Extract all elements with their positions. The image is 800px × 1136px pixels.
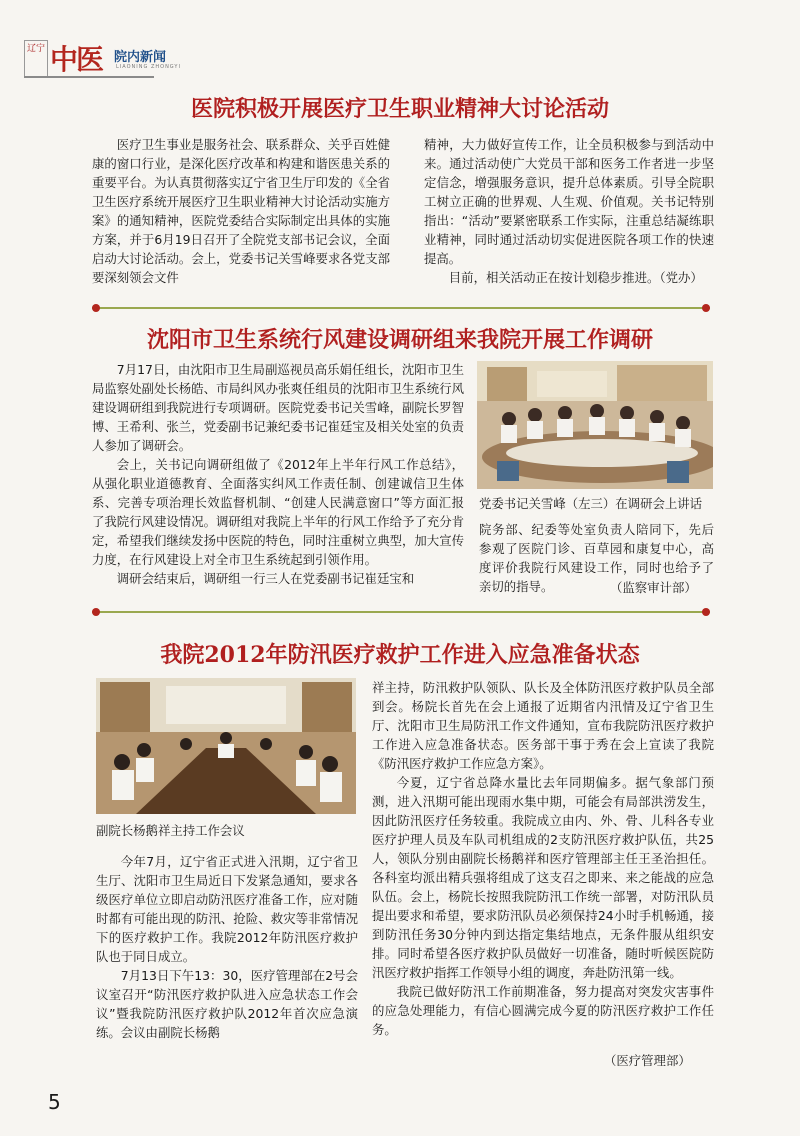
- divider-2: [92, 608, 710, 616]
- article3-right-paragraph-1: 祥主持，防汛救护队领队、队长及全体防汛医疗救护队员全部到会。杨院长首先在会上通报了近期省内汛情及辽宁省卫生厅、沈阳市卫生局防汛工作文件通知，宣布我院防汛医疗救护工作进入应急准备状态。医务部干事于秀在会上宣读了我院《防汛医疗救护工作应急方案》。: [372, 680, 714, 771]
- article2-photo: [477, 361, 713, 489]
- article3-right-column: [372, 678, 714, 1039]
- masthead-english: LIAONING ZHONGYI: [116, 64, 181, 70]
- article2-left-column: [92, 360, 464, 588]
- masthead-section: 院内新闻: [114, 50, 167, 65]
- article1-title: 医院积极开展医疗卫生职业精神大讨论活动: [190, 96, 609, 122]
- article2-right-text: 院务部、纪委等处室负责人陪同下，先后参观了医院门诊、百草园和康复中心，高度评价我院行风建设工作，同时也给予了亲切的指导。: [479, 522, 714, 594]
- article2-title: 沈阳市卫生系统行风建设调研组来我院开展工作调研: [146, 327, 653, 353]
- article3-right-paragraph-2: 今夏，辽宁省总降水量比去年同期偏多。据气象部门预测，进入汛期可能出现雨水集中期，可能会有局部洪涝发生，因此防汛医疗任务较重。我院成立由内、外、骨、儿科各专业医疗护理人员及车队司机组成的2支防汛医疗救护队伍，共25人，领队分别由副院长杨鹅祥和医疗管理部主任王圣治担任。各科室均派出精兵强将组成了这支召之即来、来之能战的应急队伍。会上，杨院长按照我院防汛工作统一部署，对防汛队员提出要求和希望，要求防汛队员必须保持24小时手机畅通，接到防汛任务30分钟内到达指定集结地点，无条件服从组织安排。同时希望各医疗救护队员做好一切准备，随时听候医院防汛医疗救护指挥工作领导小组的调度，奔赴防汛第一线。: [372, 775, 714, 980]
- masthead-rule: [24, 76, 154, 78]
- masthead-logo-text: 中医: [50, 43, 103, 76]
- article2-photo-caption: 党委书记关雪峰（左三）在调研会上讲话: [479, 496, 703, 511]
- article3-photo: [96, 678, 356, 814]
- article3-right-paragraph-3: 我院已做好防汛工作前期准备，努力提高对突发灾害事件的应急处理能力，有信心圆满完成今夏的防汛医疗救护工作任务。: [372, 984, 714, 1037]
- article2-paragraph-3: 调研会结束后，调研组一行三人在党委副书记崔廷宝和: [116, 571, 415, 586]
- article3-title: 我院2012年防汛医疗救护工作进入应急准备状态: [160, 642, 640, 668]
- masthead: [24, 32, 224, 78]
- article1-right-column: [424, 135, 714, 287]
- page-number: 5: [48, 1090, 61, 1114]
- article1-right-closing: 目前，相关活动正在按计划稳步推进。（党办）: [448, 270, 703, 285]
- article2-paragraph-2: 会上，关书记向调研组做了《2012年上半年行风工作总结》，从强化职业道德教育、全面落实纠风工作责任制、创建诚信卫生体系、完善专项治理长效监督机制、“创建人民满意窗口”等方面汇报了我院行风建设情况。调研组对我院上半年的行风工作给予了充分肯定，希望我们继续发扬中医院的特色，同时注重树立典型，加大宣传力度，在行风建设上对全市卫生系统起到引领作用。: [92, 457, 464, 567]
- masthead-province: 辽宁: [24, 40, 48, 78]
- article2-signature: （监察审计部）: [610, 580, 697, 595]
- article3-signature: （医疗管理部）: [604, 1053, 691, 1068]
- article3-left-paragraph-1: 今年7月，辽宁省正式进入汛期，辽宁省卫生厅、沈阳市卫生局近日下发紧急通知，要求各级医疗单位立即启动防汛医疗准备工作，应对随时都有可能出现的防汛、抢险、救灾等非常情况下的医疗救护工作。我院2012年防汛医疗救护队也于同日成立。: [96, 854, 358, 964]
- article1-right-text: 精神，大力做好宣传工作，让全员积极参与到活动中来。通过活动使广大党员干部和医务工作者进一步坚定信念，增强服务意识，提升总体素质。引导全院职工树立正确的世界观、人生观、价值观。关书记特别指出：“活动”要紧密联系工作实际，注重总结凝练职业精神，同时通过活动切实促进医院各项工作的快速提高。: [424, 137, 714, 266]
- divider-1: [92, 304, 710, 312]
- article1-left-column: [92, 135, 390, 287]
- article3-left-column: [96, 852, 358, 1042]
- article2-paragraph-1: 7月17日，由沈阳市卫生局副巡视员高乐娟任组长，沈阳市卫生局监察处副处长杨皓、市局纠风办张爽任组员的沈阳市卫生系统行风建设调研组到我院进行专项调研。医院党委书记关雪峰，副院长罗智博、王希利、张兰，党委副书记兼纪委书记崔廷宝及相关处室的负责人参加了调研会。: [92, 362, 464, 453]
- article3-left-paragraph-2: 7月13日下午13：30，医疗管理部在2号会议室召开“防汛医疗救护队进入应急状态工作会议”暨我院防汛医疗救护队2012年首次应急演练。会议由副院长杨鹅: [96, 968, 358, 1040]
- article1-left-text: 医疗卫生事业是服务社会、联系群众、关乎百姓健康的窗口行业，是深化医疗改革和构建和谐医患关系的重要平台。为认真贯彻落实辽宁省卫生厅印发的《全省卫生医疗系统开展医疗卫生职业精神大讨论活动实施方案》的通知精神，医院党委结合实际制定出具体的实施方案，并于6月19日召开了全院党支部书记会议，全面启动大讨论活动。会上，党委书记关雪峰要求各党支部要深刻领会文件: [92, 137, 390, 285]
- article3-photo-caption: 副院长杨鹅祥主持工作会议: [96, 823, 245, 838]
